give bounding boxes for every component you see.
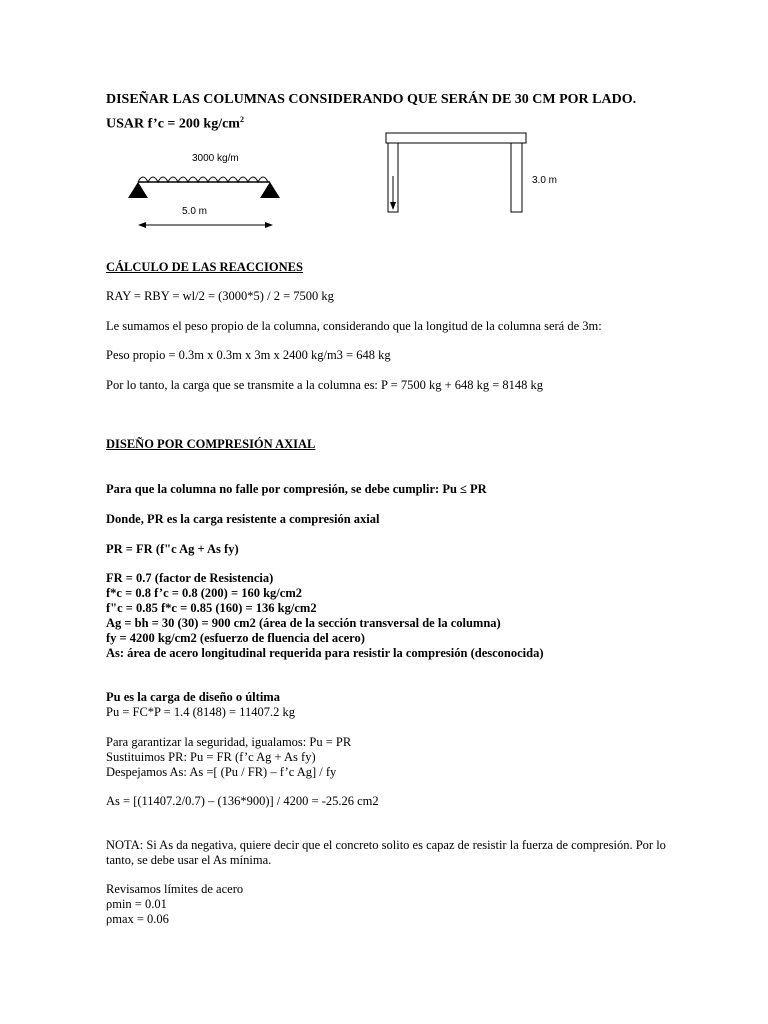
self-weight-intro: Le sumamos el peso propio de la columna, considerando que la longitud de la columna será de 3m:: [106, 319, 602, 333]
definition-line: f"c = 0.85 f*c = 0.85 (160) = 136 kg/cm2: [106, 601, 317, 615]
step-line: Para garantizar la seguridad, igualamos: Pu = PR: [106, 735, 352, 749]
usar-text: USAR f’c = 200 kg/cm: [106, 116, 240, 132]
nota-paragraph: NOTA: Si As da negativa, quiere decir que el concreto solito es capaz de resistir la fuerza de compresión. Por lo tanto, se debe usar el As mínima.: [106, 838, 666, 867]
limits-heading: Revisamos límites de acero: [106, 882, 244, 896]
donde-line: Donde, PR es la carga resistente a compresión axial: [106, 512, 380, 526]
definitions-list: [106, 571, 544, 661]
definition-line: FR = 0.7 (factor de Resistencia): [106, 571, 274, 585]
distributed-load-label: 3000 kg/m: [192, 153, 239, 164]
reactions-line: RAY = RBY = wl/2 = (3000*5) / 2 = 7500 kg: [106, 289, 334, 303]
frame-diagram: [383, 130, 533, 220]
total-load-line: Por lo tanto, la carga que se transmite a la columna es: P = 7500 kg + 648 kg = 8148 kg: [106, 378, 544, 392]
span-length-label: 5.0 m: [182, 206, 208, 217]
as-result-line: As = [(11407.2/0.7) – (136*900)] / 4200 = -25.26 cm2: [106, 794, 379, 808]
definition-line: f*c = 0.8 f’c = 0.8 (200) = 160 kg/cm2: [106, 586, 302, 600]
concrete-strength-line: [106, 115, 244, 133]
pr-formula: PR = FR (f"c Ag + As fy): [106, 542, 239, 556]
step-line: Despejamos As: As =[ (Pu / FR) – f’c Ag] / fy: [106, 765, 337, 779]
step-line: Sustituimos PR: Pu = FR (f’c Ag + As fy): [106, 750, 316, 764]
rho-max-line: ρmax = 0.06: [106, 912, 169, 926]
pu-line: Pu = FC*P = 1.4 (8148) = 11407.2 kg: [106, 705, 295, 719]
steps-list: [106, 735, 351, 780]
usar-superscript: 2: [239, 115, 244, 124]
page-title: DISEÑAR LAS COLUMNAS CONSIDERANDO QUE SERÁN DE 30 CM POR LADO.: [106, 92, 637, 107]
definition-line: Ag = bh = 30 (30) = 900 cm2 (área de la sección transversal de la columna): [106, 616, 501, 630]
self-weight-line: Peso propio = 0.3m x 0.3m x 3m x 2400 kg/m3 = 648 kg: [106, 348, 391, 362]
definition-line: fy = 4200 kg/cm2 (esfuerzo de fluencia del acero): [106, 631, 365, 645]
reactions-heading: CÁLCULO DE LAS REACCIONES: [106, 260, 303, 274]
limits-list: [106, 882, 243, 927]
rho-min-line: ρmin = 0.01: [106, 897, 167, 911]
pu-heading: Pu es la carga de diseño o última: [106, 690, 280, 704]
condition-line: Para que la columna no falle por compresión, se debe cumplir: Pu ≤ PR: [106, 482, 487, 496]
design-heading: DISEÑO POR COMPRESIÓN AXIAL: [106, 437, 316, 451]
definition-line: As: área de acero longitudinal requerida para resistir la compresión (desconocida): [106, 646, 544, 660]
column-height-label: 3.0 m: [532, 175, 558, 186]
